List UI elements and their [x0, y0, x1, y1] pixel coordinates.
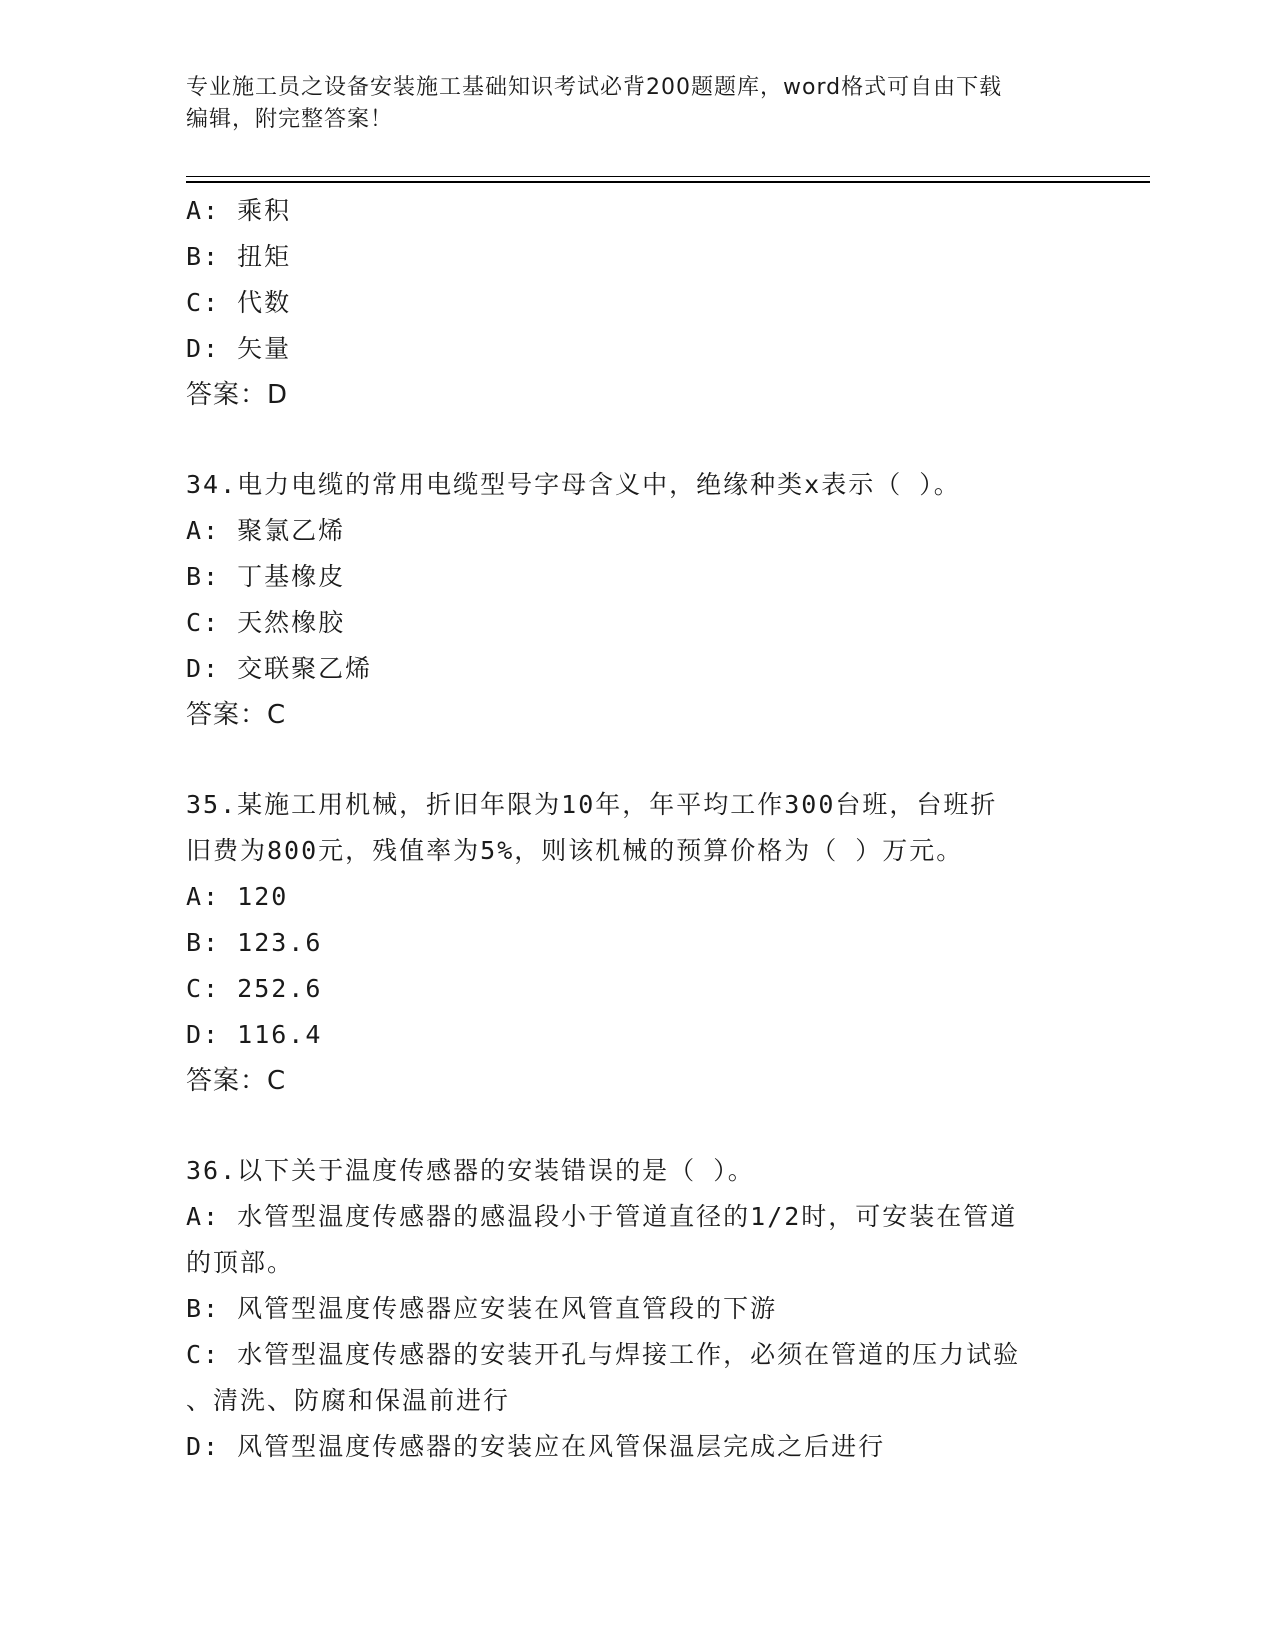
question-stem-line2: 旧费为800元，残值率为5%，则该机械的预算价格为（ ）万元。 — [186, 836, 964, 865]
option-d: D: 交联聚乙烯 — [186, 654, 373, 683]
document-header — [186, 72, 1066, 136]
header-divider-thick — [186, 181, 1150, 183]
option-b: B: 扭矩 — [186, 242, 292, 271]
option-a: A: 乘积 — [186, 196, 292, 225]
header-title-line1: 专业施工员之设备安装施工基础知识考试必背200题题库，word格式可自由下载 — [186, 75, 1003, 100]
question-34 — [186, 462, 1086, 738]
option-c-line2: 、清洗、防腐和保温前进行 — [186, 1386, 511, 1415]
answer-line: 答案：C — [186, 1066, 287, 1096]
option-c-line1: C: 水管型温度传感器的安装开孔与焊接工作，必须在管道的压力试验 — [186, 1340, 1021, 1369]
header-title-line2: 编辑，附完整答案！ — [186, 107, 394, 132]
answer-line: 答案：D — [186, 380, 289, 410]
option-d: D: 风管型温度传感器的安装应在风管保温层完成之后进行 — [186, 1432, 886, 1461]
question-stem: 34.电力电缆的常用电缆型号字母含义中，绝缘种类x表示（ ）。 — [186, 470, 961, 499]
question-36 — [186, 1148, 1086, 1470]
question-stem: 36.以下关于温度传感器的安装错误的是（ ）。 — [186, 1156, 755, 1185]
spacer — [186, 418, 1086, 462]
option-d: D: 116.4 — [186, 1020, 323, 1049]
option-b: B: 123.6 — [186, 928, 323, 957]
option-c: C: 代数 — [186, 288, 292, 317]
question-stem-line1: 35.某施工用机械，折旧年限为10年，年平均工作300台班，台班折 — [186, 790, 998, 819]
option-a: A: 120 — [186, 882, 289, 911]
question-content — [186, 188, 1086, 1470]
option-b: B: 丁基橡皮 — [186, 562, 346, 591]
option-b: B: 风管型温度传感器应安装在风管直管段的下游 — [186, 1294, 778, 1323]
header-divider-thin — [186, 176, 1150, 177]
option-c: C: 252.6 — [186, 974, 323, 1003]
spacer — [186, 738, 1086, 782]
option-d: D: 矢量 — [186, 334, 292, 363]
option-a-line1: A: 水管型温度传感器的感温段小于管道直径的1/2时，可安装在管道 — [186, 1202, 1018, 1231]
option-c: C: 天然橡胶 — [186, 608, 346, 637]
question-33 — [186, 188, 1086, 418]
answer-line: 答案：C — [186, 700, 287, 730]
option-a: A: 聚氯乙烯 — [186, 516, 346, 545]
spacer — [186, 1104, 1086, 1148]
question-35 — [186, 782, 1086, 1104]
option-a-line2: 的顶部。 — [186, 1248, 295, 1277]
